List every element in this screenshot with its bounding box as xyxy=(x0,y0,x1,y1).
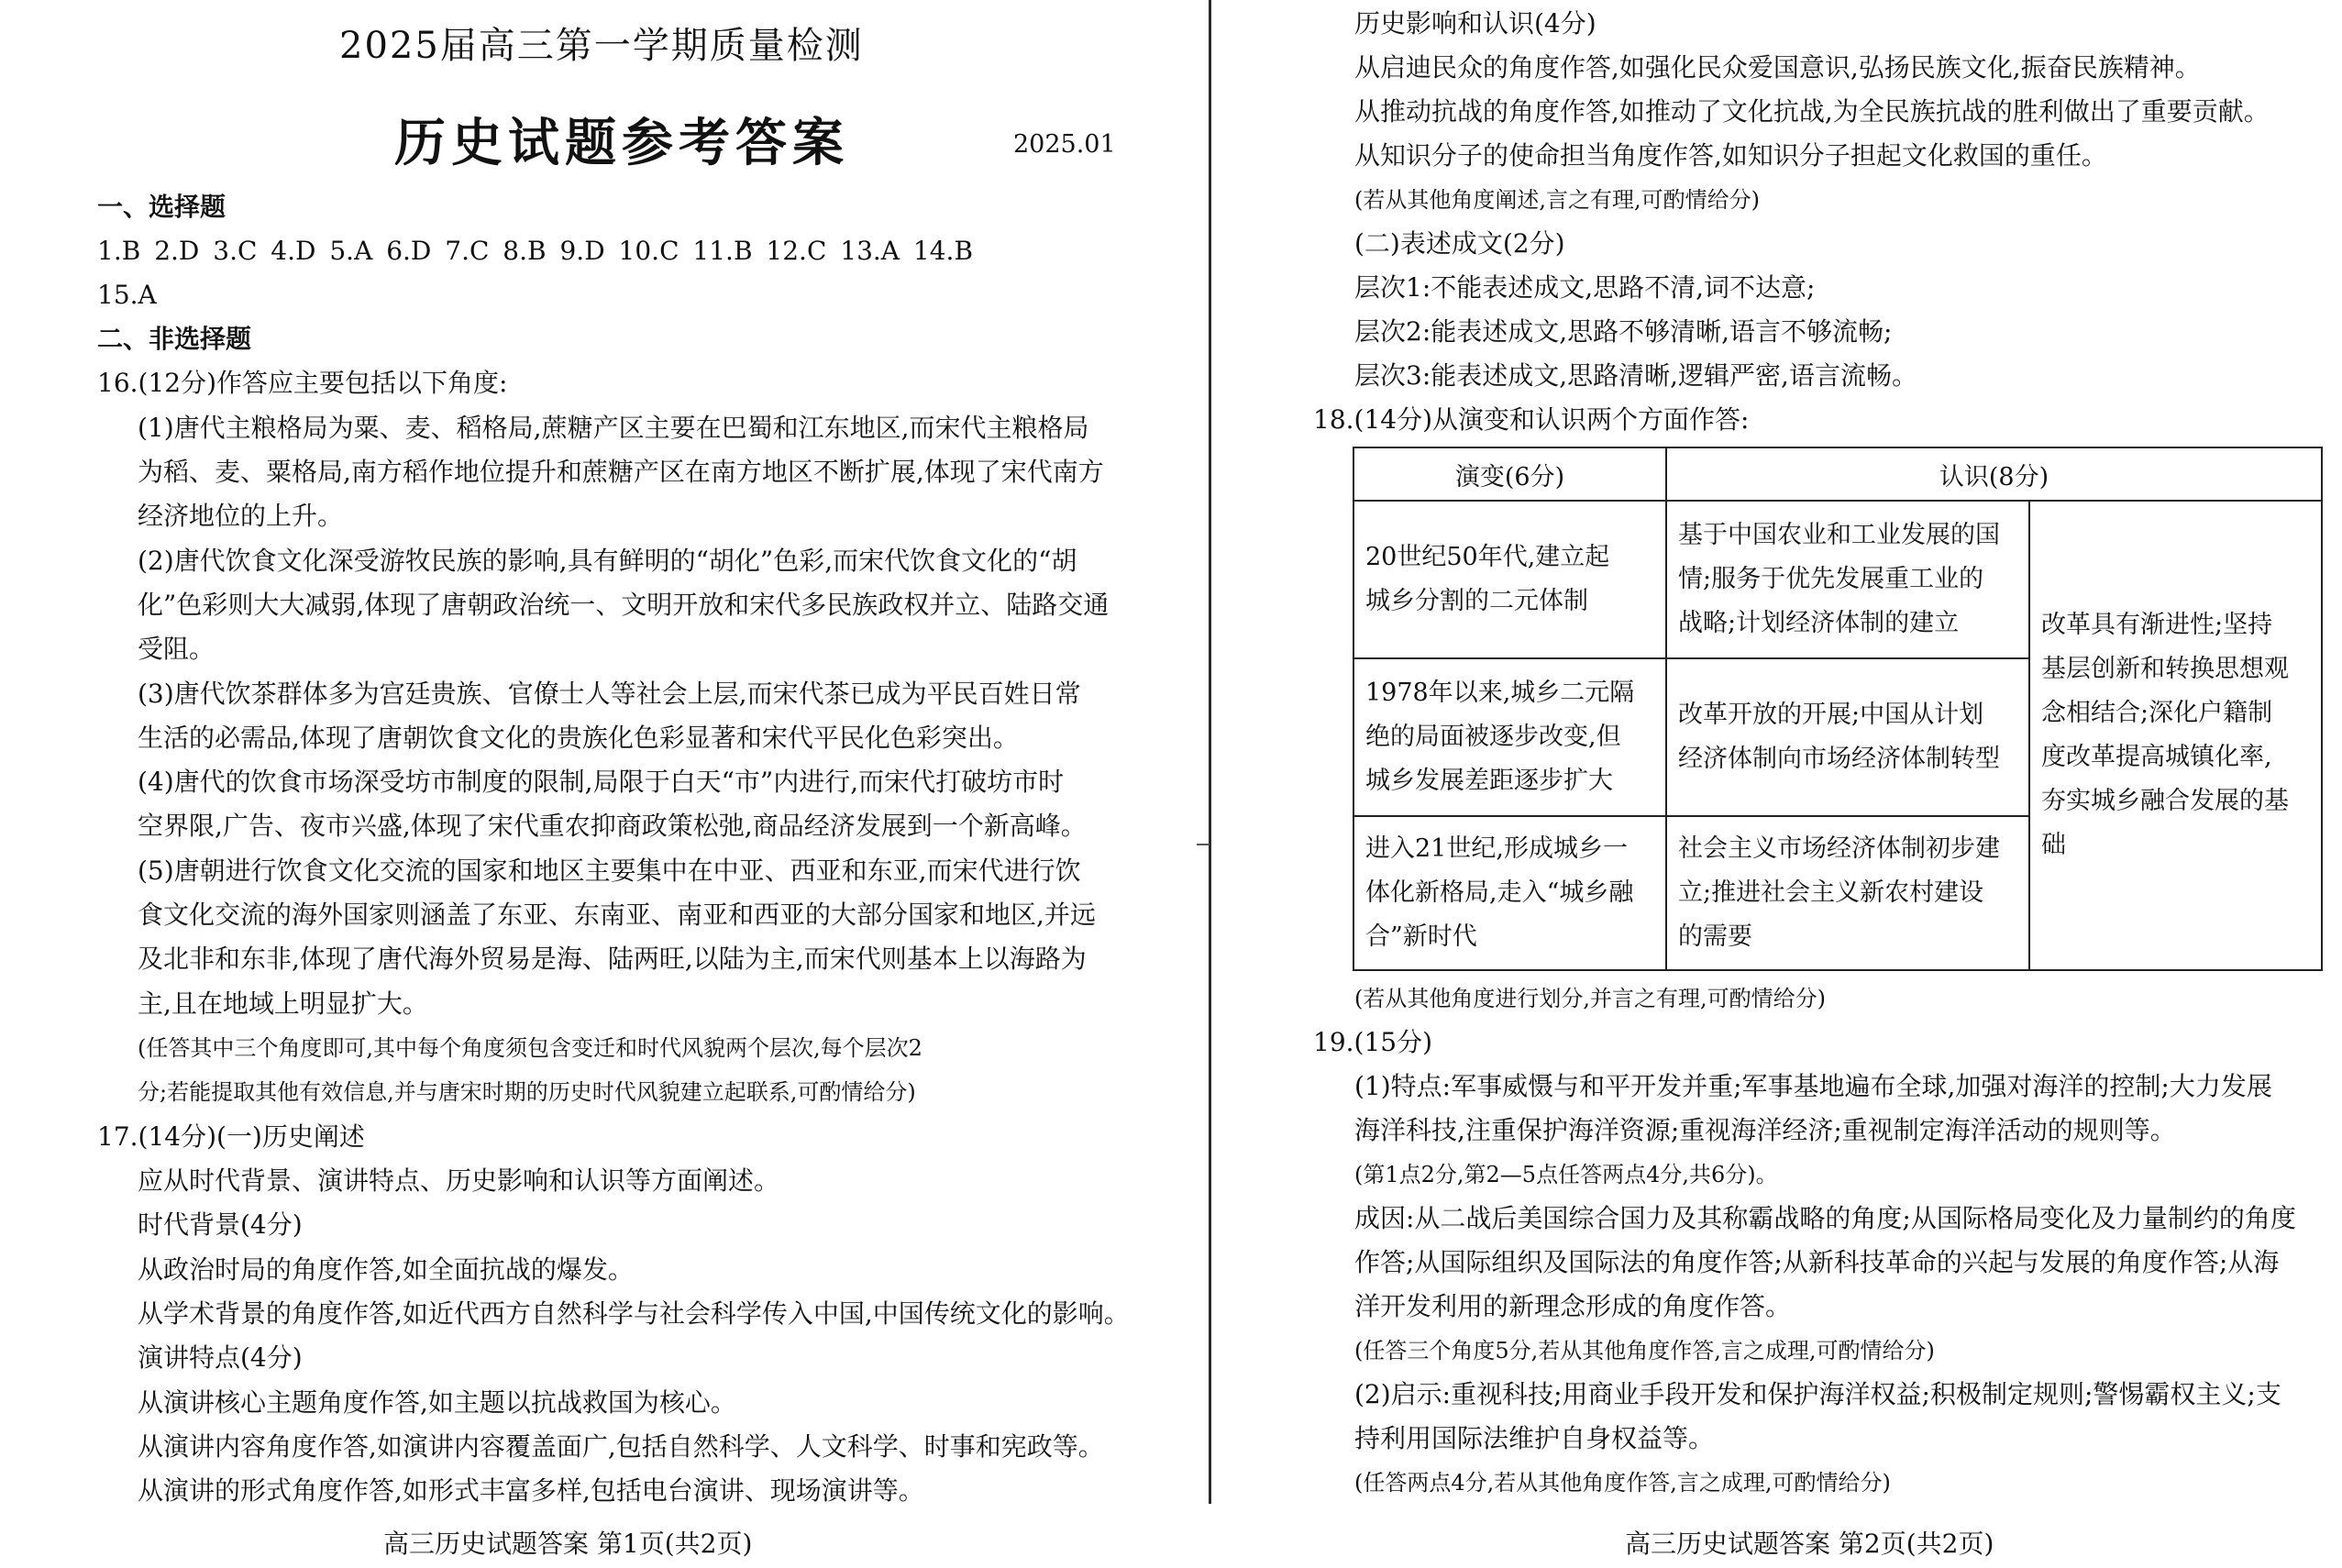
scoring-note: (若从其他角度进行划分,并言之有理,可酌情给分) xyxy=(1354,986,1826,1011)
answer-line: 从知识分子的使命担当角度作答,如知识分子担起文化救国的重任。 xyxy=(1354,140,2107,171)
answer-line: 化”色彩则大大减弱,体现了唐朝政治统一、文明开放和宋代多民族政权并立、陆路交通 xyxy=(138,590,1110,620)
cell-line: 战略;计划经济体制的建立 xyxy=(1678,609,1960,637)
table-cell-reason xyxy=(1666,501,2029,658)
right-page xyxy=(1212,0,2342,1568)
answer-line: (二)表述成文(2分) xyxy=(1354,228,1565,259)
table-header-row xyxy=(1353,447,2322,501)
table-cell-evolution xyxy=(1353,658,1666,816)
mc-answers: 1.B 2.D 3.C 4.D 5.A 6.D 7.C 8.B 9.D 10.C 11.B 12.C 13.A 14.B xyxy=(97,236,974,266)
answer-line: (5)唐朝进行饮食文化交流的国家和地区主要集中在中亚、西亚和东亚,而宋代进行饮 xyxy=(138,856,1081,886)
table-cell-reason xyxy=(1666,658,2029,816)
answer-line: 主,且在地域上明显扩大。 xyxy=(138,988,428,1019)
answer-line: 层次3:能表述成文,思路清晰,逻辑严密,语言流畅。 xyxy=(1354,360,1917,391)
cell-line: 进入21世纪,形成城乡一 xyxy=(1365,834,1628,863)
answer-line: (4)唐代的饮食市场深受坊市制度的限制,局限于白天“市”内进行,而宋代打破坊市时 xyxy=(138,767,1065,797)
answer-line: 为稻、麦、粟格局,南方稻作地位提升和蔗糖产区在南方地区不断扩展,体现了宋代南方 xyxy=(138,457,1104,487)
evolution-table xyxy=(1353,447,2323,971)
cell-line: 体化新格局,走入“城乡融 xyxy=(1365,878,1634,907)
answer-line: 从政治时局的角度作答,如全面抗战的爆发。 xyxy=(138,1254,634,1285)
answer-line: 从推动抗战的角度作答,如推动了文化抗战,为全民族抗战的胜利做出了重要贡献。 xyxy=(1354,96,2270,127)
question-heading: 17.(14分)(一)历史阐述 xyxy=(97,1121,365,1152)
page-footer: 高三历史试题答案 第2页(共2页) xyxy=(1625,1529,1994,1559)
answer-line: 应从时代背景、演讲特点、历史影响和认识等方面阐述。 xyxy=(138,1165,780,1196)
table-row xyxy=(1353,501,2322,658)
cell-line: 础 xyxy=(2041,831,2066,859)
cell-line: 改革具有渐进性;坚持 xyxy=(2041,611,2273,639)
cell-line: 合”新时代 xyxy=(1365,922,1477,951)
section-heading: 一、选择题 xyxy=(97,192,226,222)
exam-date: 2025.01 xyxy=(1013,130,1116,159)
answer-line: 成因:从二战后美国综合国力及其称霸战略的角度;从国际格局变化及力量制约的角度 xyxy=(1354,1203,2296,1233)
answer-line: 空界限,广告、夜市兴盛,体现了宋代重农抑商政策松弛,商品经济发展到一个新高峰。 xyxy=(138,811,1087,841)
question-heading: 19.(15分) xyxy=(1313,1027,1433,1057)
table-cell-reason xyxy=(1666,816,2029,970)
cell-line: 1978年以来,城乡二元隔 xyxy=(1365,679,1635,707)
scoring-note: 分;若能提取其他有效信息,并与唐宋时期的历史时代风貌建立起联系,可酌情给分) xyxy=(138,1079,916,1105)
cell-line: 经济体制向市场经济体制转型 xyxy=(1678,745,2000,773)
answer-line: 作答;从国际组织及国际法的角度作答;从新科技革命的兴起与发展的角度作答;从海 xyxy=(1354,1247,2280,1277)
answer-line: 经济地位的上升。 xyxy=(138,501,344,531)
answer-line: (3)唐代饮茶群体多为宫廷贵族、官僚士人等社会上层,而宋代茶已成为平民百姓日常 xyxy=(138,679,1081,709)
answer-line: (1)唐代主粮格局为粟、麦、稻格局,蔗糖产区主要在巴蜀和江东地区,而宋代主粮格局 xyxy=(138,413,1089,443)
cell-line: 情;服务于优先发展重工业的 xyxy=(1678,565,1984,593)
cell-line: 20世纪50年代,建立起 xyxy=(1365,543,1610,571)
page-footer: 高三历史试题答案 第1页(共2页) xyxy=(383,1529,753,1559)
answer-line: 及北非和东非,体现了唐代海外贸易是海、陆两旺,以陆为主,而宋代则基本上以海路为 xyxy=(138,944,1087,974)
scoring-note: (若从其他角度阐述,言之有理,可酌情给分) xyxy=(1354,187,1760,213)
answer-line: 洋开发利用的新理念形成的角度作答。 xyxy=(1354,1291,1792,1321)
answer-line: 从启迪民众的角度作答,如强化民众爱国意识,弘扬民族文化,振奋民族精神。 xyxy=(1354,52,2201,83)
table-cell-merged xyxy=(2029,501,2322,970)
answer-line: 从演讲核心主题角度作答,如主题以抗战救国为核心。 xyxy=(138,1387,736,1418)
cell-line: 夯实城乡融合发展的基 xyxy=(2041,787,2289,815)
answer-line: 持利用国际法维护自身权益等。 xyxy=(1354,1423,1715,1453)
answer-line: 从学术背景的角度作答,如近代西方自然科学与社会科学传入中国,中国传统文化的影响。 xyxy=(138,1298,1130,1329)
cell-line: 的需要 xyxy=(1678,922,1752,951)
scoring-note: (任答两点4分,若从其他角度作答,言之成理,可酌情给分) xyxy=(1354,1470,1891,1496)
answer-line: 海洋科技,注重保护海洋资源;重视海洋经济;重视制定海洋活动的规则等。 xyxy=(1354,1115,2176,1145)
cell-line: 度改革提高城镇化率, xyxy=(2041,743,2272,771)
mc-answers: 15.A xyxy=(97,280,157,310)
answer-key-title: 历史试题参考答案 xyxy=(394,114,849,173)
cell-line: 改革开放的开展;中国从计划 xyxy=(1678,701,1984,729)
exam-title: 2025届高三第一学期质量检测 xyxy=(339,25,864,67)
answer-line: 从演讲内容角度作答,如演讲内容覆盖面广,包括自然科学、人文科学、时事和宪政等。 xyxy=(138,1431,1104,1462)
cell-line: 城乡分割的二元体制 xyxy=(1365,587,1588,615)
question-heading: 16.(12分)作答应主要包括以下角度: xyxy=(97,368,508,398)
scoring-note: (第1点2分,第2—5点任答两点4分,共6分)。 xyxy=(1354,1162,1778,1187)
question-heading: 18.(14分)从演变和认识两个方面作答: xyxy=(1313,404,1750,435)
cell-line: 基于中国农业和工业发展的国 xyxy=(1678,521,2000,549)
cell-line: 社会主义市场经济体制初步建 xyxy=(1678,834,2000,863)
table-cell-evolution xyxy=(1353,816,1666,970)
answer-line: 层次2:能表述成文,思路不够清晰,语言不够流畅; xyxy=(1354,316,1893,347)
cell-line: 城乡发展差距逐步扩大 xyxy=(1365,767,1613,795)
answer-line: 受阻。 xyxy=(138,634,215,664)
cell-line: 念相结合;深化户籍制 xyxy=(2041,699,2273,727)
page-divider xyxy=(1209,0,1211,1504)
answer-line: (1)特点:军事威慑与和平开发并重;军事基地遍布全球,加强对海洋的控制;大力发展 xyxy=(1354,1071,2272,1101)
scoring-note: (任答其中三个角度即可,其中每个角度须包含变迁和时代风貌两个层次,每个层次2 xyxy=(138,1035,922,1061)
scoring-note: (任答三个角度5分,若从其他角度作答,言之成理,可酌情给分) xyxy=(1354,1338,1935,1364)
answer-line: 时代背景(4分) xyxy=(138,1209,303,1240)
cell-line: 基层创新和转换思想观 xyxy=(2041,655,2289,683)
answer-line: 演讲特点(4分) xyxy=(138,1342,303,1373)
table-header: 认识(8分) xyxy=(1666,447,2322,501)
answer-line: 层次1:不能表述成文,思路不清,词不达意; xyxy=(1354,272,1816,303)
table-cell-evolution xyxy=(1353,501,1666,658)
answer-line: 食文化交流的海外国家则涵盖了东亚、东南亚、南亚和西亚的大部分国家和地区,并远 xyxy=(138,900,1096,930)
table-header: 演变(6分) xyxy=(1353,447,1666,501)
section-heading: 二、非选择题 xyxy=(97,324,252,354)
answer-line: (2)启示:重视科技;用商业手段开发和保护海洋权益;积极制定规则;警惕霸权主义;支 xyxy=(1354,1379,2281,1409)
answer-line: 生活的必需品,体现了唐朝饮食文化的贵族化色彩显著和宋代平民化色彩突出。 xyxy=(138,723,1019,753)
answer-line: (2)唐代饮食文化深受游牧民族的影响,具有鲜明的“胡化”色彩,而宋代饮食文化的“胡 xyxy=(138,546,1077,576)
cell-line: 立;推进社会主义新农村建设 xyxy=(1678,878,1984,907)
answer-line: 从演讲的形式角度作答,如形式丰富多样,包括电台演讲、现场演讲等。 xyxy=(138,1475,924,1506)
answer-line: 历史影响和认识(4分) xyxy=(1354,8,1596,39)
cell-line: 绝的局面被逐步改变,但 xyxy=(1365,723,1621,751)
